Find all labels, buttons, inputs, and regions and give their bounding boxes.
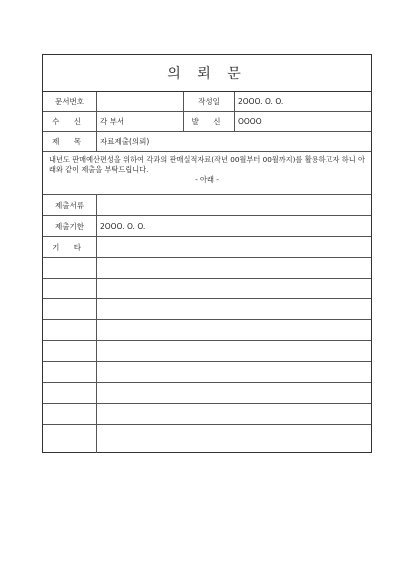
blank-label-cell: [43, 341, 97, 361]
row-documents: [43, 195, 371, 216]
blank-row: [43, 383, 371, 404]
body-text: 내년도 판매예산편성을 위하여 각과의 판매실적자료(작년 00월부터 00월까지)를 활용하고자 하니 아래와 같이 제출을 부탁드립니다.: [49, 155, 365, 174]
sender-label: 발 신: [183, 112, 235, 131]
date-value[interactable]: 2OOO. O. O.: [238, 97, 284, 106]
blank-row: [43, 425, 371, 453]
row-recipient: [43, 112, 371, 132]
blank-row: [43, 341, 371, 362]
blank-row: [43, 320, 371, 341]
row-doc-number: [43, 92, 371, 112]
other-value[interactable]: [97, 237, 371, 257]
blank-label-cell: [43, 279, 97, 298]
blank-row: [43, 404, 371, 425]
documents-label: 제출서류: [43, 195, 97, 215]
deadline-label: 제출기한: [43, 216, 97, 236]
date-label: 작성일: [183, 92, 235, 111]
row-deadline: [43, 216, 371, 237]
row-other: [43, 237, 371, 258]
documents-value[interactable]: [97, 195, 371, 215]
notice-heading: - 아래 -: [195, 175, 219, 184]
blank-row: [43, 279, 371, 299]
blank-row: [43, 362, 371, 383]
blank-label-cell: [43, 362, 97, 382]
recipient-label: 수 신: [43, 112, 97, 131]
blank-label-cell: [43, 425, 97, 453]
request-form: [42, 54, 372, 453]
body-section: [43, 152, 371, 195]
recipient-value[interactable]: 각 부서: [100, 117, 125, 126]
doc-number-label: 문서번호: [43, 92, 97, 111]
sender-value[interactable]: OOOO: [238, 117, 262, 126]
subject-value[interactable]: 자료제출(의뢰): [100, 137, 150, 146]
deadline-value[interactable]: 2OOO. O. O.: [100, 221, 146, 231]
blank-label-cell: [43, 320, 97, 340]
blank-label-cell: [43, 404, 97, 424]
other-label: 기 타: [43, 237, 97, 257]
blank-row: [43, 258, 371, 279]
form-title: 의 뢰 문: [43, 55, 371, 92]
blank-label-cell: [43, 383, 97, 403]
blank-row: [43, 299, 371, 320]
blank-label-cell: [43, 258, 97, 278]
row-subject: [43, 132, 371, 152]
subject-label: 제 목: [43, 132, 97, 151]
blank-label-cell: [43, 299, 97, 319]
